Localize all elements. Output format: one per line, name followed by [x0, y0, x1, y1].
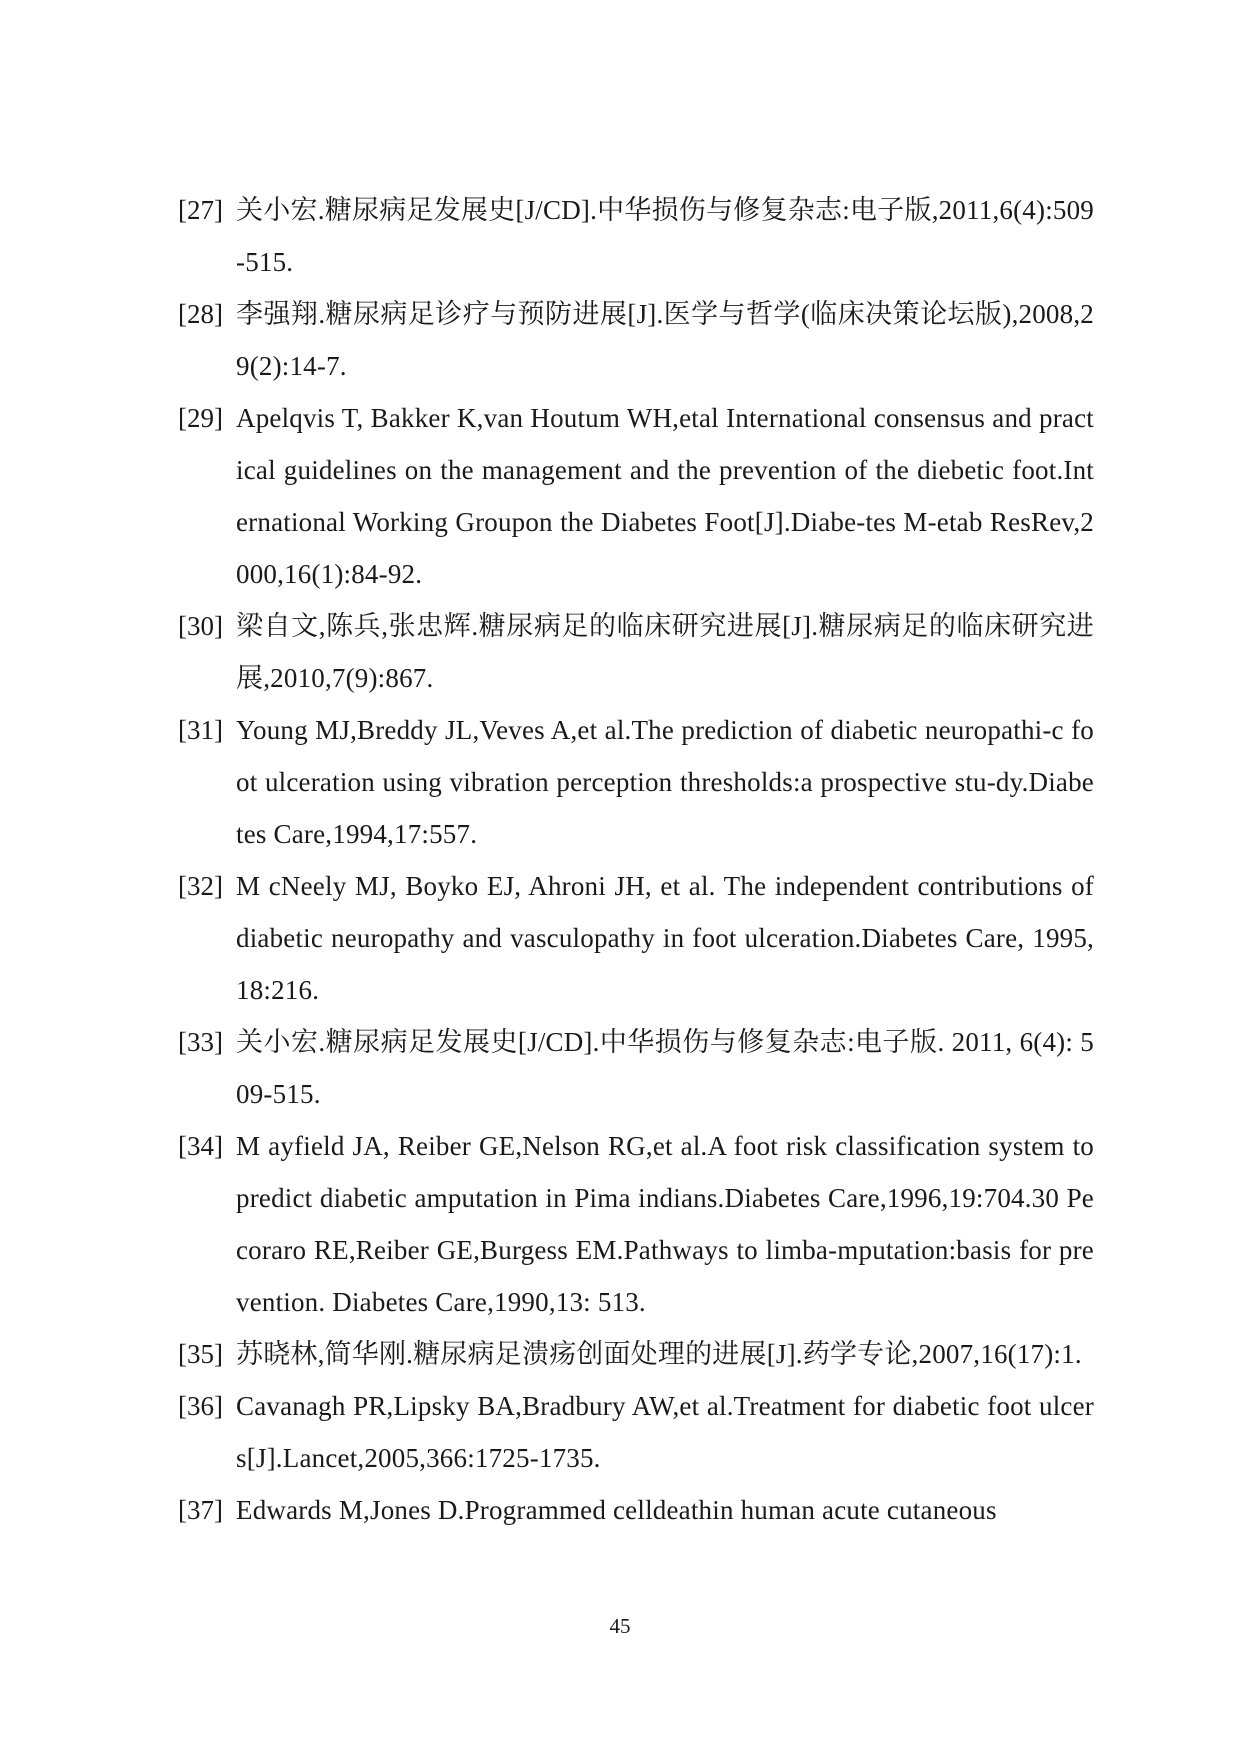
reference-item-37	[178, 1484, 1094, 1536]
reference-list	[178, 184, 1094, 1536]
reference-text: 李强翔.糖尿病足诊疗与预防进展[J].医学与哲学(临床决策论坛版),2008,29(2):14-7.	[236, 299, 1094, 381]
reference-number: [31]	[178, 715, 223, 745]
reference-item-29	[178, 392, 1094, 600]
reference-item-28	[178, 288, 1094, 392]
reference-number: [27]	[178, 195, 223, 225]
reference-number: [28]	[178, 299, 223, 329]
reference-text: Cavanagh PR,Lipsky BA,Bradbury AW,et al.Treatment for diabetic foot ulcers[J].Lancet,2005,366:1725-1735.	[236, 1391, 1094, 1473]
reference-item-27	[178, 184, 1094, 288]
reference-number: [30]	[178, 611, 223, 641]
reference-text: Edwards M,Jones D.Programmed celldeathin human acute cutaneous	[236, 1495, 997, 1525]
reference-item-31	[178, 704, 1094, 860]
reference-number: [34]	[178, 1131, 223, 1161]
reference-text: 关小宏.糖尿病足发展史[J/CD].中华损伤与修复杂志:电子版,2011,6(4):509-515.	[236, 195, 1094, 277]
reference-text: 苏晓林,简华刚.糖尿病足溃疡创面处理的进展[J].药学专论,2007,16(17):1.	[236, 1339, 1082, 1369]
reference-number: [36]	[178, 1391, 223, 1421]
reference-text: 关小宏.糖尿病足发展史[J/CD].中华损伤与修复杂志:电子版. 2011, 6(4): 509-515.	[236, 1027, 1094, 1109]
reference-number: [35]	[178, 1339, 223, 1369]
reference-number: [32]	[178, 871, 223, 901]
reference-item-30	[178, 600, 1094, 704]
reference-number: [33]	[178, 1027, 223, 1057]
reference-text: Young MJ,Breddy JL,Veves A,et al.The prediction of diabetic neuropathi-c foot ulceration using vibration perception thresholds:a prospective stu-dy.Diabetes Care,1994,17:557.	[236, 715, 1094, 849]
reference-text: M cNeely MJ, Boyko EJ, Ahroni JH, et al. The independent contributions of diabetic neuropathy and vasculopathy in foot ulceration.Diabetes Care, 1995,18:216.	[236, 871, 1094, 1005]
reference-item-32	[178, 860, 1094, 1016]
reference-item-35	[178, 1328, 1094, 1380]
reference-text: 梁自文,陈兵,张忠辉.糖尿病足的临床研究进展[J].糖尿病足的临床研究进展,2010,7(9):867.	[236, 611, 1094, 693]
reference-item-33	[178, 1016, 1094, 1120]
reference-number: [37]	[178, 1495, 223, 1525]
page-number: 45	[609, 1614, 631, 1638]
reference-text: Apelqvis T, Bakker K,van Houtum WH,etal International consensus and practical guidelines on the management and the prevention of the diebetic foot.International Working Groupon the Diabetes Foot[J].Diabe-tes M-etab ResRev,2000,16(1):84-92.	[236, 403, 1094, 589]
reference-item-36	[178, 1380, 1094, 1484]
reference-text: M ayfield JA, Reiber GE,Nelson RG,et al.A foot risk classification system to predict diabetic amputation in Pima indians.Diabetes Care,1996,19:704.30 Pecoraro RE,Reiber GE,Burgess EM.Pathways to limba-mputation:basis for prevention. Diabetes Care,1990,13: 513.	[236, 1131, 1094, 1317]
reference-item-34	[178, 1120, 1094, 1328]
reference-number: [29]	[178, 403, 223, 433]
